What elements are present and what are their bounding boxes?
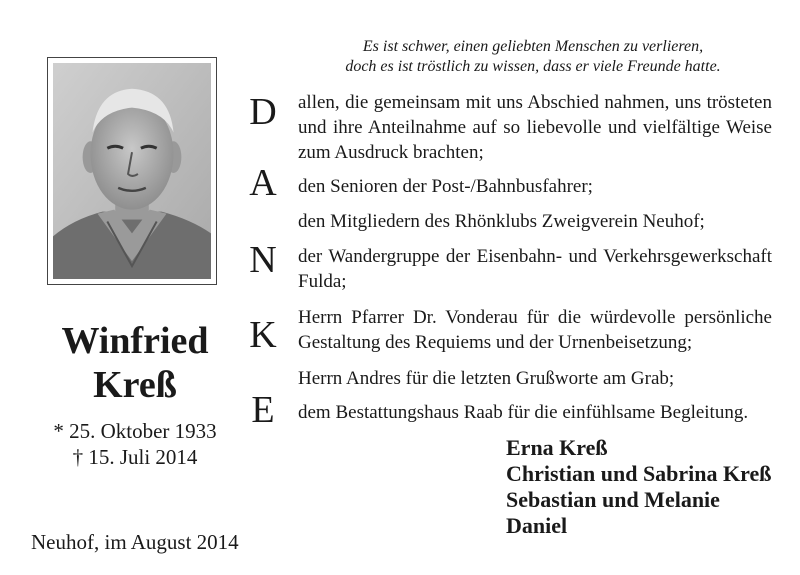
portrait-photo: [47, 57, 217, 285]
thanks-entry-5: Herrn Pfarrer Dr. Vonderau für die würdevolle persönliche Gestaltung des Requiems und der Urnenbeisetzung;: [298, 307, 772, 353]
danke-letter-e: E: [251, 389, 275, 431]
portrait-image: [53, 63, 211, 279]
thanks-entry-4: der Wandergruppe der Eisenbahn- und Verkehrsgewerkschaft Fulda;: [298, 246, 772, 292]
thanks-entry-3: den Mitgliedern des Rhönklubs Zweigverein Neuhof;: [298, 211, 705, 232]
thanks-entry-2: den Senioren der Post-/Bahnbusfahrer;: [298, 176, 593, 197]
family-member: Daniel: [506, 513, 568, 538]
family-member: Erna Kreß: [506, 435, 608, 460]
deceased-first-name: Winfried: [61, 320, 209, 362]
thanks-entry-6: Herrn Andres für die letzten Grußworte am Grab;: [298, 368, 675, 389]
quote-line-1: Es ist schwer, einen geliebten Menschen zu verlieren,: [362, 38, 704, 55]
family-member: Sebastian und Melanie: [506, 487, 720, 512]
danke-letter-k: K: [249, 314, 277, 356]
deceased-last-name: Kreß: [93, 364, 177, 406]
death-date: † 15. Juli 2014: [72, 445, 198, 469]
danke-letter-a: A: [249, 162, 277, 204]
danke-letter-d: D: [249, 91, 277, 133]
quote-line-2: doch es ist tröstlich zu wissen, dass er viele Freunde hatte.: [345, 58, 721, 75]
birth-date: * 25. Oktober 1933: [53, 419, 217, 443]
family-signatures: [506, 435, 772, 539]
place-and-date: Neuhof, im August 2014: [31, 530, 239, 554]
thanks-entry-7: dem Bestattungshaus Raab für die einfühlsame Begleitung.: [298, 402, 749, 423]
thanks-entry-1: allen, die gemeinsam mit uns Abschied nahmen, uns trösteten und ihre Anteilnahme auf so liebevolle und vielfältige Weise zum Ausdruck brachten;: [298, 92, 772, 163]
danke-letter-n: N: [249, 239, 277, 281]
family-member: Christian und Sabrina Kreß: [506, 461, 772, 486]
